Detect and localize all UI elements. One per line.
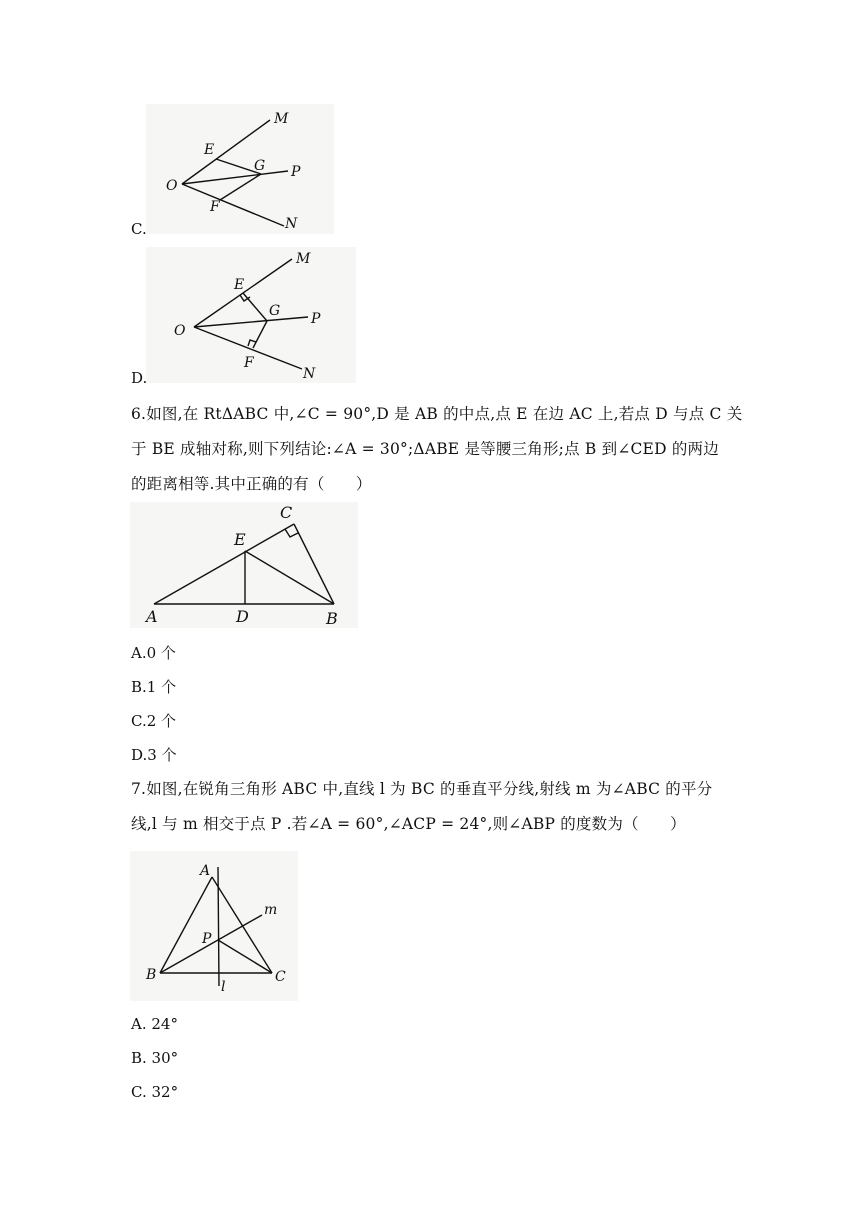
figure-question-6	[130, 502, 358, 628]
ray-label-m: m	[264, 902, 278, 918]
point-label-n: N	[303, 366, 316, 382]
question-7-line-1: 7.如图,在锐角三角形 ABC 中,直线 l 为 BC 的垂直平分线,射线 m 为∠ABC 的平分	[131, 780, 713, 798]
question-7-line-2: 线,l 与 m 相交于点 P .若∠A = 60°,∠ACP = 24°,则∠ABP 的度数为（ ）	[131, 815, 686, 833]
point-label-d: D	[236, 607, 249, 626]
point-label-a: A	[200, 863, 211, 879]
point-label-f: F	[210, 199, 220, 215]
point-label-e: E	[234, 277, 245, 293]
option-d-label: D.	[131, 369, 148, 387]
point-label-f: F	[244, 355, 254, 371]
figure-option-d	[146, 247, 356, 383]
point-label-b: B	[326, 609, 338, 628]
point-label-g: G	[269, 303, 281, 319]
q7-option-c: C. 32°	[131, 1083, 179, 1101]
question-6-line-2: 于 BE 成轴对称,则下列结论:∠A = 30°;ΔABE 是等腰三角形;点 B 到∠CED 的两边	[131, 440, 719, 458]
q7-option-b: B. 30°	[131, 1049, 179, 1067]
angle-bisector-diagram-d	[146, 247, 356, 383]
q6-option-c: C.2 个	[131, 712, 177, 730]
figure-option-c	[146, 104, 334, 234]
triangle-perpendicular-bisector-diagram	[130, 851, 298, 1001]
point-label-g: G	[254, 158, 266, 174]
point-label-m: M	[274, 111, 289, 127]
point-label-p: P	[291, 164, 301, 180]
figure-question-7	[130, 851, 298, 1001]
point-label-p: P	[311, 311, 321, 327]
q6-option-b: B.1 个	[131, 678, 177, 696]
q7-option-a: A. 24°	[131, 1015, 178, 1033]
point-label-b: B	[146, 967, 157, 983]
line-label-l: l	[221, 979, 226, 995]
point-label-a: A	[146, 607, 158, 626]
point-label-e: E	[234, 530, 246, 549]
question-6-line-1: 6.如图,在 RtΔABC 中,∠C = 90°,D 是 AB 的中点,点 E 在边 AC 上,若点 D 与点 C 关	[131, 405, 743, 423]
angle-bisector-diagram-c	[146, 104, 334, 234]
q6-option-a: A.0 个	[131, 644, 176, 662]
point-label-o: O	[166, 178, 178, 194]
point-label-c: C	[275, 969, 286, 985]
point-label-m: M	[296, 251, 311, 267]
triangle-abc-diagram	[130, 502, 358, 628]
point-label-o: O	[174, 323, 186, 339]
point-label-c: C	[280, 503, 293, 522]
question-6-line-3: 的距离相等.其中正确的有（ ）	[131, 475, 372, 493]
q6-option-d: D.3 个	[131, 746, 177, 764]
point-label-n: N	[285, 216, 298, 232]
point-label-p: P	[202, 931, 212, 947]
option-c-label: C.	[131, 220, 147, 238]
point-label-e: E	[204, 142, 215, 158]
